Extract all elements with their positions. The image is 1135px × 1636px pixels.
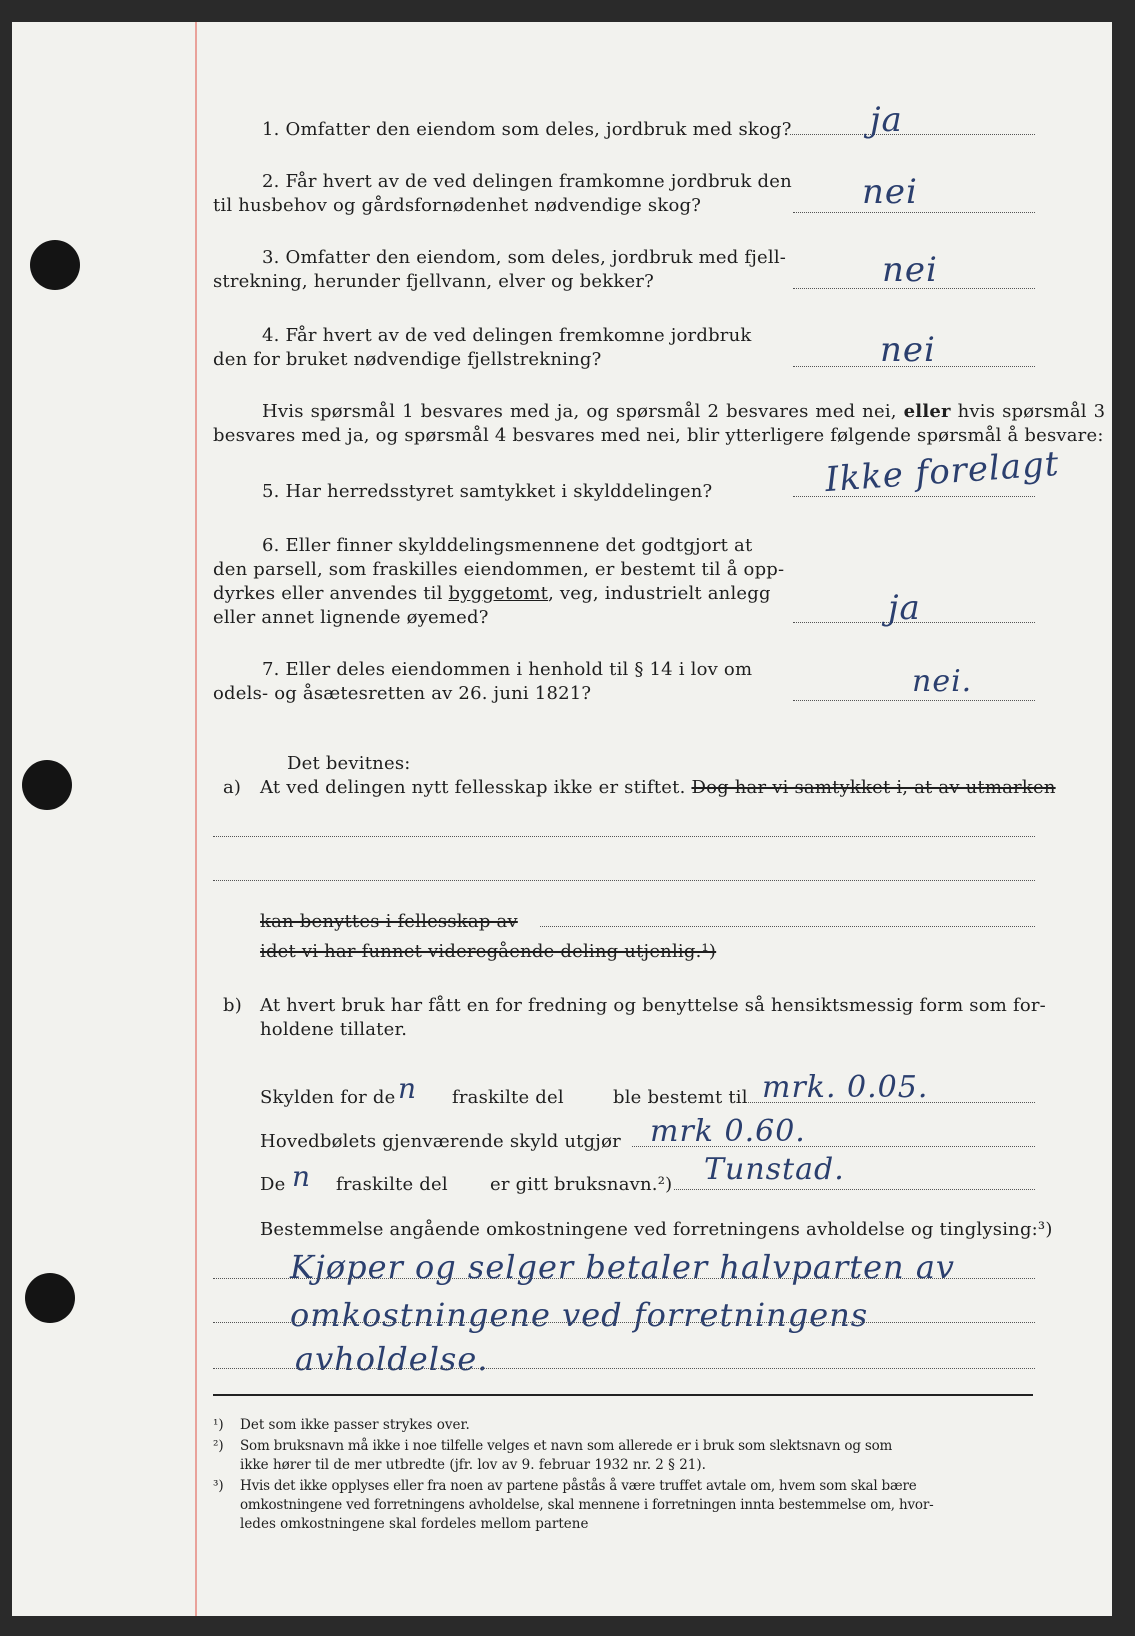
blank-line bbox=[213, 836, 1035, 837]
blank-line bbox=[213, 1322, 1035, 1323]
intro-line1: Hvis spørsmål 1 besvares med ja, og spørsmål 2 besvares med nei, eller hvis spørsmål 3 bbox=[262, 401, 1106, 422]
attest-heading: Det bevitnes: bbox=[287, 753, 411, 774]
answer-line bbox=[793, 212, 1035, 213]
skyld-label-3: ble bestemt til bbox=[613, 1087, 748, 1108]
question-3: 3. Omfatter den eiendom, som deles, jordbruk med fjell- bbox=[262, 247, 787, 268]
attest-b-label: b) bbox=[223, 995, 242, 1016]
footnote-2-line2: ikke hører til de mer utbredte (jfr. lov av 9. februar 1932 nr. 2 § 21). bbox=[240, 1457, 706, 1473]
best-line-3: avholdelse. bbox=[295, 1340, 489, 1378]
blank-line bbox=[213, 1278, 1035, 1279]
question-5: 5. Har herredsstyret samtykket i skylddelingen? bbox=[262, 481, 713, 502]
question-6-line4: eller annet lignende øyemed? bbox=[213, 607, 489, 628]
answer-1: ja bbox=[870, 100, 903, 140]
footnote-1: Det som ikke passer strykes over. bbox=[240, 1417, 470, 1433]
question-2-line2: til husbehov og gårdsfornødenhet nødvendige skog? bbox=[213, 195, 702, 216]
navn-label-2: fraskilte del bbox=[336, 1174, 448, 1195]
answer-6: ja bbox=[888, 588, 921, 628]
intro-line2: besvares med ja, og spørsmål 4 besvares med nei, blir ytterligere følgende spørsmål å besvare: bbox=[213, 425, 1104, 446]
hoved-value: mrk 0.60. bbox=[650, 1114, 806, 1149]
skyld-label: Skylden for de bbox=[260, 1087, 396, 1108]
skyld-handwritten-n: n bbox=[398, 1072, 418, 1105]
punch-hole bbox=[22, 760, 72, 810]
attest-a-label: a) bbox=[223, 777, 242, 798]
punch-hole bbox=[25, 1273, 75, 1323]
margin-line bbox=[195, 22, 197, 1616]
best-line-2: omkostningene ved forretningens bbox=[290, 1296, 869, 1334]
footnote-3: Hvis det ikke opplyses eller fra noen av partene påstås å være truffet avtale om, hvem som skal bære bbox=[240, 1478, 917, 1494]
question-7: 7. Eller deles eiendommen i henhold til § 14 i lov om bbox=[262, 659, 753, 680]
navn-label-3: er gitt bruksnavn.²) bbox=[490, 1174, 673, 1195]
struck-line-3: idet vi har funnet videregående deling utjenlig.¹) bbox=[260, 941, 717, 962]
question-3-line2: strekning, herunder fjellvann, elver og bekker? bbox=[213, 271, 654, 292]
footnote-mark: ¹) bbox=[213, 1417, 224, 1433]
question-7-line2: odels- og åsætesretten av 26. juni 1821? bbox=[213, 683, 592, 704]
attest-b-line1: At hvert bruk har fått en for fredning og benyttelse så hensiktsmessig form som for- bbox=[260, 995, 1046, 1016]
answer-line bbox=[793, 700, 1035, 701]
blank-line bbox=[213, 880, 1035, 881]
question-4: 4. Får hvert av de ved delingen fremkomne jordbruk bbox=[262, 325, 752, 346]
question-2: 2. Får hvert av de ved delingen framkomne jordbruk den bbox=[262, 171, 792, 192]
question-4-line2: den for bruket nødvendige fjellstrekning? bbox=[213, 349, 602, 370]
answer-line bbox=[674, 1189, 1035, 1190]
navn-value: Tunstad. bbox=[704, 1152, 845, 1187]
answer-2: nei bbox=[862, 172, 918, 212]
question-6: 6. Eller finner skylddelingsmennene det godtgjort at bbox=[262, 535, 753, 556]
footnote-3-line3: ledes omkostningene skal fordeles mellom partene bbox=[240, 1516, 589, 1532]
answer-4: nei bbox=[880, 330, 936, 370]
attest-b-line2: holdene tillater. bbox=[260, 1019, 408, 1040]
navn-handwritten-n: n bbox=[292, 1160, 312, 1193]
best-label: Bestemmelse angående omkostningene ved forretningens avholdelse og tinglysing:³) bbox=[260, 1219, 1053, 1240]
answer-3: nei bbox=[882, 250, 938, 290]
answer-line bbox=[790, 134, 1035, 135]
footnote-mark: ³) bbox=[213, 1478, 224, 1494]
struck-line-2: kan benyttes i fellesskap av bbox=[260, 911, 518, 932]
question-1: 1. Omfatter den eiendom som deles, jordbruk med skog? bbox=[262, 119, 792, 140]
question-6-line2: den parsell, som fraskilles eiendommen, er bestemt til å opp- bbox=[213, 559, 785, 580]
best-line-1: Kjøper og selger betaler halvparten av bbox=[290, 1248, 955, 1286]
navn-label: De bbox=[260, 1174, 286, 1195]
question-6-line3: dyrkes eller anvendes til byggetomt, veg, industrielt anlegg bbox=[213, 583, 771, 604]
footnote-2: Som bruksnavn må ikke i noe tilfelle velges et navn som allerede er i bruk som slektsnavn og som bbox=[240, 1438, 893, 1454]
hoved-label: Hovedbølets gjenværende skyld utgjør bbox=[260, 1131, 621, 1152]
answer-7: nei. bbox=[912, 664, 973, 699]
footnote-rule bbox=[213, 1394, 1033, 1396]
footnote-mark: ²) bbox=[213, 1438, 224, 1454]
skyld-value: mrk. 0.05. bbox=[762, 1070, 929, 1105]
attest-a-text: At ved delingen nytt fellesskap ikke er stiftet. Dog har vi samtykket i, at av utmarken bbox=[260, 777, 1056, 798]
answer-5: Ikke forelagt bbox=[823, 443, 1061, 501]
blank-line bbox=[213, 1368, 1035, 1369]
blank-line bbox=[540, 926, 1035, 927]
skyld-label-2: fraskilte del bbox=[452, 1087, 564, 1108]
footnote-3-line2: omkostningene ved forretningens avholdelse, skal mennene i forretningen innta bestemmelse om, hvor- bbox=[240, 1497, 934, 1513]
punch-hole bbox=[30, 240, 80, 290]
